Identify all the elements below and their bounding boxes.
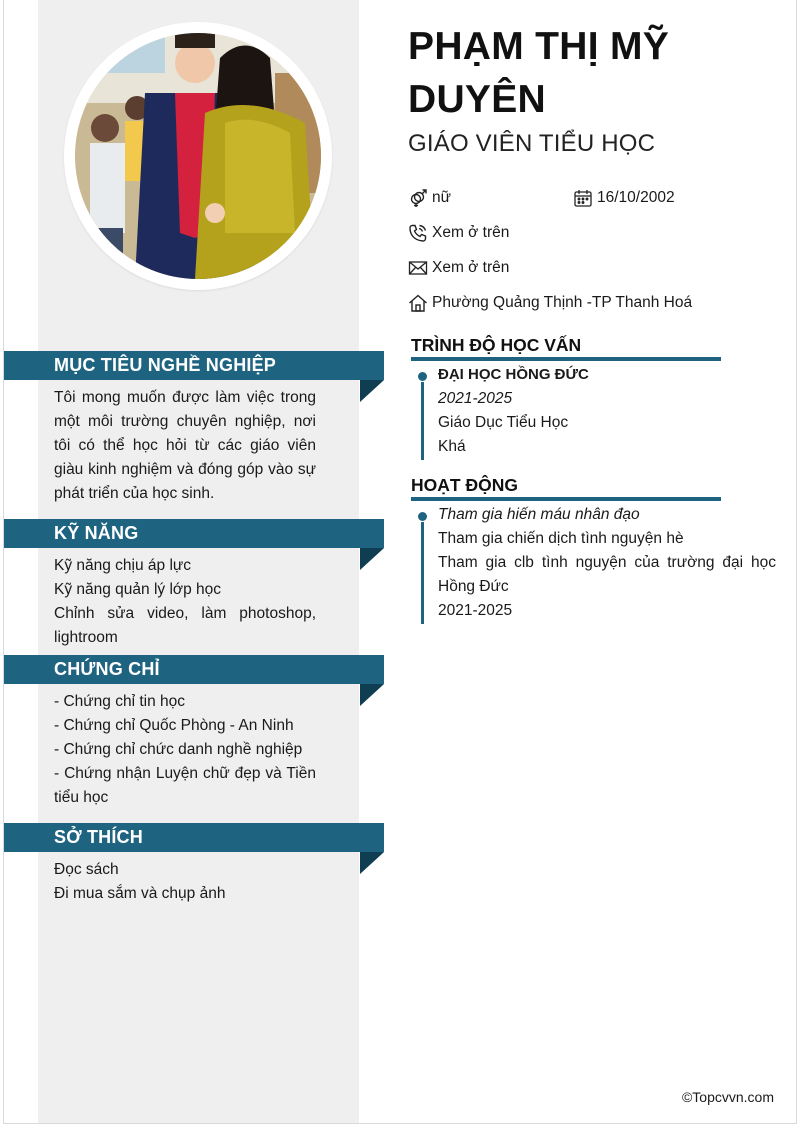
phone-row [408,223,509,243]
avatar [64,22,332,290]
calendar-icon [573,188,593,208]
education-content [438,363,778,459]
candidate-name: PHẠM THỊ MỸ DUYÊN [408,25,670,121]
ribbon-fold [360,380,384,402]
phone-icon [408,223,428,243]
skill-item: Kỹ năng quản lý lớp học [54,581,221,598]
certificate-item: - Chứng chỉ tin học [54,693,185,710]
timeline-dot [418,372,427,381]
education-entry [418,366,778,462]
address-row [408,293,692,313]
email-row [408,258,509,278]
education-major: Giáo Dục Tiểu Học [438,414,569,431]
certificate-item: - Chứng chỉ chức danh nghề nghiệp [54,741,303,758]
hobbies-header: SỞ THÍCH [4,823,384,852]
birthday-value: 16/10/2002 [597,189,675,206]
timeline-line [421,382,424,460]
school-name: ĐẠI HỌC HỒNG ĐỨC [438,366,589,383]
activities-entry [418,506,778,626]
hobbies-list [54,858,316,906]
home-icon [408,293,428,313]
certificate-item: - Chứng nhận Luyện chữ đẹp và Tiền tiểu học [54,765,316,806]
timeline-dot [418,512,427,521]
certificates-header: CHỨNG CHỈ [4,655,384,684]
skills-list [54,554,316,650]
hobby-item: Đọc sách [54,861,119,878]
skills-header: KỸ NĂNG [4,519,384,548]
certificate-item: - Chứng chỉ Quốc Phòng - An Ninh [54,717,294,734]
objective-header: MỤC TIÊU NGHỀ NGHIỆP [4,351,384,380]
education-grade: Khá [438,438,466,455]
objective-text [54,386,316,506]
activity-item: Tham gia chiến dịch tình nguyện hè [438,530,684,547]
activity-item: Tham gia clb tình nguyện của trường đại học Hồng Đức [438,554,776,595]
ribbon-fold [360,852,384,874]
job-title: GIÁO VIÊN TIỂU HỌC [408,130,656,157]
activity-heading: Tham gia hiến máu nhân đạo [438,506,640,523]
skill-item: Chỉnh sửa video, làm photoshop, lightroom [54,605,316,646]
copyright: ©Topcvvn.com [681,1089,774,1105]
objective-paragraph: Tôi mong muốn được làm việc trong một môi trường chuyên nghiệp, nơi tôi có thể học hỏi từ các giáo viên giàu kinh nghiệm và đóng góp vào sự phát triển của học sinh. [54,389,316,502]
gender-row [408,188,451,208]
email-value: Xem ở trên [432,259,510,276]
education-period: 2021-2025 [438,390,513,407]
envelope-icon [408,258,428,278]
certificates-list [54,690,316,810]
hobby-item: Đi mua sắm và chụp ảnh [54,885,226,902]
skill-item: Kỹ năng chịu áp lực [54,557,192,574]
education-header: TRÌNH ĐỘ HỌC VẤN [411,333,721,361]
activities-header: HOẠT ĐỘNG [411,473,721,501]
profile-photo [75,33,321,279]
address-value: Phường Quảng Thịnh -TP Thanh Hoá [432,294,693,311]
activities-content [438,503,776,623]
timeline-line [421,522,424,624]
ribbon-fold [360,548,384,570]
gender-icon [408,188,428,208]
activity-period: 2021-2025 [438,602,513,619]
phone-value: Xem ở trên [432,224,510,241]
gender-value: nữ [432,189,451,206]
ribbon-fold [360,684,384,706]
birthday-row [573,188,675,208]
